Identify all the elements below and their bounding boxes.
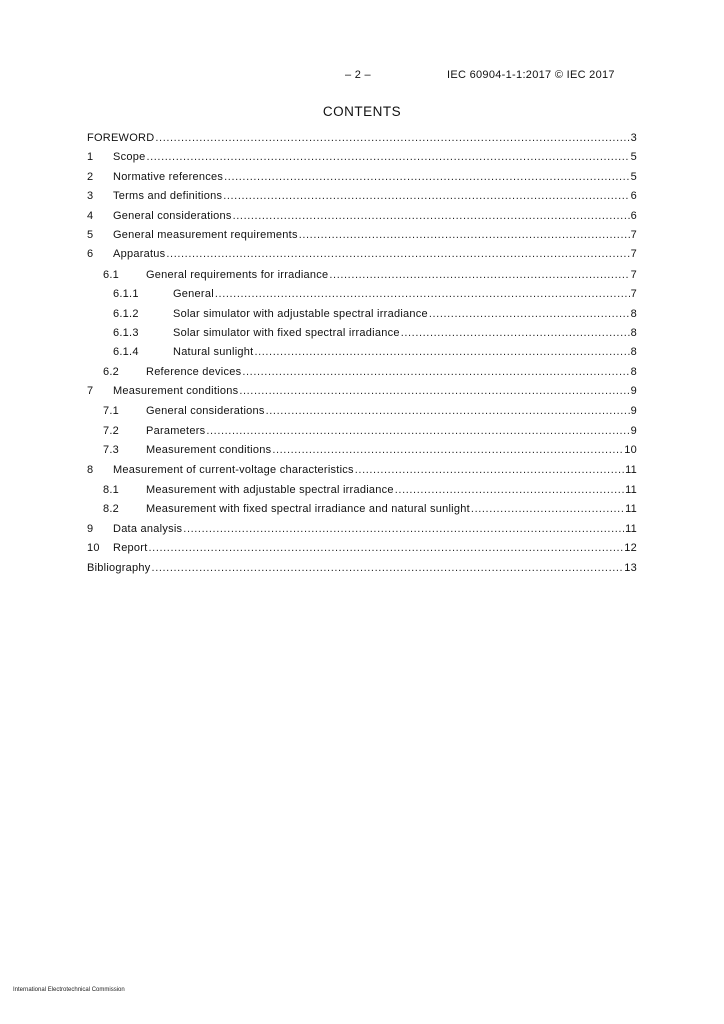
toc-entry-page: 7: [630, 248, 637, 261]
toc-entry-page: 6: [630, 190, 637, 203]
toc-entry-number: 6.1.2: [113, 307, 139, 320]
toc-entry-number: 7: [87, 385, 94, 398]
toc-entry-page: 7: [630, 228, 637, 241]
toc-entry-label: FOREWORD: [87, 132, 155, 144]
toc-entry[interactable]: [87, 189, 637, 208]
toc-entry-label: Measurement conditions: [113, 385, 239, 398]
dot-leader: [152, 561, 624, 575]
dot-leader: [401, 326, 630, 340]
toc-entry-page: 6: [630, 209, 637, 222]
toc-entry-page: 3: [630, 132, 637, 144]
toc-entry[interactable]: [87, 502, 637, 521]
dot-leader: [242, 365, 629, 379]
toc-entry-label: Measurement of current-voltage characteristics: [113, 463, 354, 476]
toc-entry[interactable]: [87, 463, 637, 482]
toc-entry-label: Terms and definitions: [113, 190, 223, 203]
toc-entry[interactable]: [87, 209, 637, 228]
page-number: – 2 –: [345, 69, 371, 81]
toc-entry-number: 6.1.4: [113, 346, 139, 359]
toc-entry-number: 6.1.1: [113, 288, 139, 301]
toc-entry-number: 7.3: [103, 444, 120, 457]
toc-entry-page: 5: [630, 151, 637, 164]
toc-entry-label: Apparatus: [113, 248, 166, 261]
toc-entry-label: Scope: [113, 151, 146, 164]
dot-leader: [155, 131, 629, 145]
toc-entry[interactable]: [87, 384, 637, 403]
toc-entry[interactable]: [87, 307, 637, 326]
toc-entry-page: 8: [630, 307, 637, 320]
dot-leader: [183, 522, 624, 536]
toc-entry-page: 11: [625, 522, 637, 535]
toc-entry-page: 8: [630, 326, 637, 339]
toc-entry[interactable]: [87, 170, 637, 189]
toc-entry-label: General requirements for irradiance: [146, 268, 329, 281]
toc-entry-page: 11: [625, 463, 637, 476]
dot-leader: [395, 483, 624, 497]
toc-entry-number: 6: [87, 248, 94, 261]
toc-entry[interactable]: [87, 541, 637, 560]
toc-entry-page: 7: [630, 288, 637, 301]
table-of-contents: [87, 131, 637, 580]
dot-leader: [272, 443, 623, 457]
dot-leader: [215, 287, 630, 301]
toc-entry[interactable]: [87, 287, 637, 306]
dot-leader: [223, 189, 629, 203]
toc-entry-number: 2: [87, 170, 94, 183]
toc-entry-label: Parameters: [146, 424, 206, 437]
toc-entry-label: General considerations: [113, 209, 232, 222]
toc-entry-page: 11: [625, 484, 637, 497]
toc-entry[interactable]: [87, 404, 637, 423]
toc-entry-label: Solar simulator with adjustable spectral irradiance: [173, 307, 428, 320]
toc-entry-page: 8: [630, 365, 637, 378]
toc-entry-label: General: [173, 288, 214, 301]
toc-entry-number: 8: [87, 463, 94, 476]
toc-entry-page: 7: [630, 268, 637, 281]
toc-entry-label: Solar simulator with fixed spectral irradiance: [173, 326, 400, 339]
toc-entry-label: Bibliography: [87, 561, 151, 574]
dot-leader: [355, 463, 624, 477]
toc-entry-label: Natural sunlight: [173, 346, 254, 359]
toc-entry[interactable]: [87, 365, 637, 384]
dot-leader: [429, 307, 630, 321]
toc-entry-page: 5: [630, 170, 637, 183]
toc-entry-number: 9: [87, 522, 94, 535]
toc-entry[interactable]: [87, 483, 637, 502]
dot-leader: [146, 150, 629, 164]
page-title: CONTENTS: [322, 104, 402, 119]
toc-entry-label: Measurement with fixed spectral irradiance and natural sunlight: [146, 503, 470, 516]
toc-entry-label: Data analysis: [113, 522, 183, 535]
toc-entry[interactable]: [87, 150, 637, 169]
toc-entry-number: 4: [87, 209, 94, 222]
dot-leader: [206, 424, 629, 438]
dot-leader: [149, 541, 624, 555]
toc-entry-number: 6.2: [103, 365, 120, 378]
toc-entry-label: General considerations: [146, 405, 265, 418]
dot-leader: [266, 404, 630, 418]
toc-entry-number: 8.2: [103, 503, 120, 516]
footer-publisher: International Electrotechnical Commission: [13, 987, 125, 993]
toc-entry-label: Report: [113, 542, 148, 555]
toc-entry[interactable]: [87, 268, 637, 287]
toc-entry-page: 9: [630, 424, 637, 437]
toc-entry-label: Measurement conditions: [146, 444, 272, 457]
toc-entry-page: 9: [630, 385, 637, 398]
dot-leader: [471, 502, 624, 516]
toc-entry-label: General measurement requirements: [113, 228, 298, 241]
dot-leader: [329, 268, 629, 282]
toc-entry-number: 6.1.3: [113, 326, 139, 339]
toc-entry-number: 3: [87, 190, 94, 203]
toc-entry[interactable]: [87, 345, 637, 364]
toc-entry-number: 5: [87, 228, 94, 241]
toc-entry[interactable]: [87, 326, 637, 345]
dot-leader: [299, 228, 630, 242]
toc-entry-number: 6.1: [103, 268, 120, 281]
dot-leader: [239, 384, 629, 398]
toc-entry-page: 12: [624, 542, 637, 555]
toc-entry-label: Normative references: [113, 170, 224, 183]
page-header: [0, 69, 724, 83]
toc-entry-page: 10: [624, 444, 637, 457]
toc-entry-page: 9: [630, 405, 637, 418]
toc-entry[interactable]: [87, 522, 637, 541]
toc-entry-number: 8.1: [103, 484, 120, 497]
toc-entry[interactable]: [87, 247, 637, 266]
toc-entry[interactable]: [87, 561, 637, 580]
toc-entry-page: 11: [625, 503, 637, 516]
toc-entry-label: Reference devices: [146, 365, 242, 378]
toc-entry-number: 1: [87, 151, 94, 164]
toc-entry[interactable]: [87, 424, 637, 443]
dot-leader: [233, 209, 630, 223]
toc-entry[interactable]: [87, 443, 637, 462]
toc-entry[interactable]: [87, 131, 637, 150]
toc-entry-page: 13: [624, 561, 637, 574]
toc-entry[interactable]: [87, 228, 637, 247]
toc-entry-number: 7.2: [103, 424, 120, 437]
toc-entry-page: 8: [630, 346, 637, 359]
document-id: IEC 60904-1-1:2017 © IEC 2017: [447, 69, 615, 81]
dot-leader: [166, 247, 629, 261]
toc-entry-number: 10: [87, 542, 100, 555]
dot-leader: [254, 345, 629, 359]
toc-entry-number: 7.1: [103, 405, 120, 418]
dot-leader: [224, 170, 629, 184]
toc-entry-label: Measurement with adjustable spectral irradiance: [146, 484, 394, 497]
